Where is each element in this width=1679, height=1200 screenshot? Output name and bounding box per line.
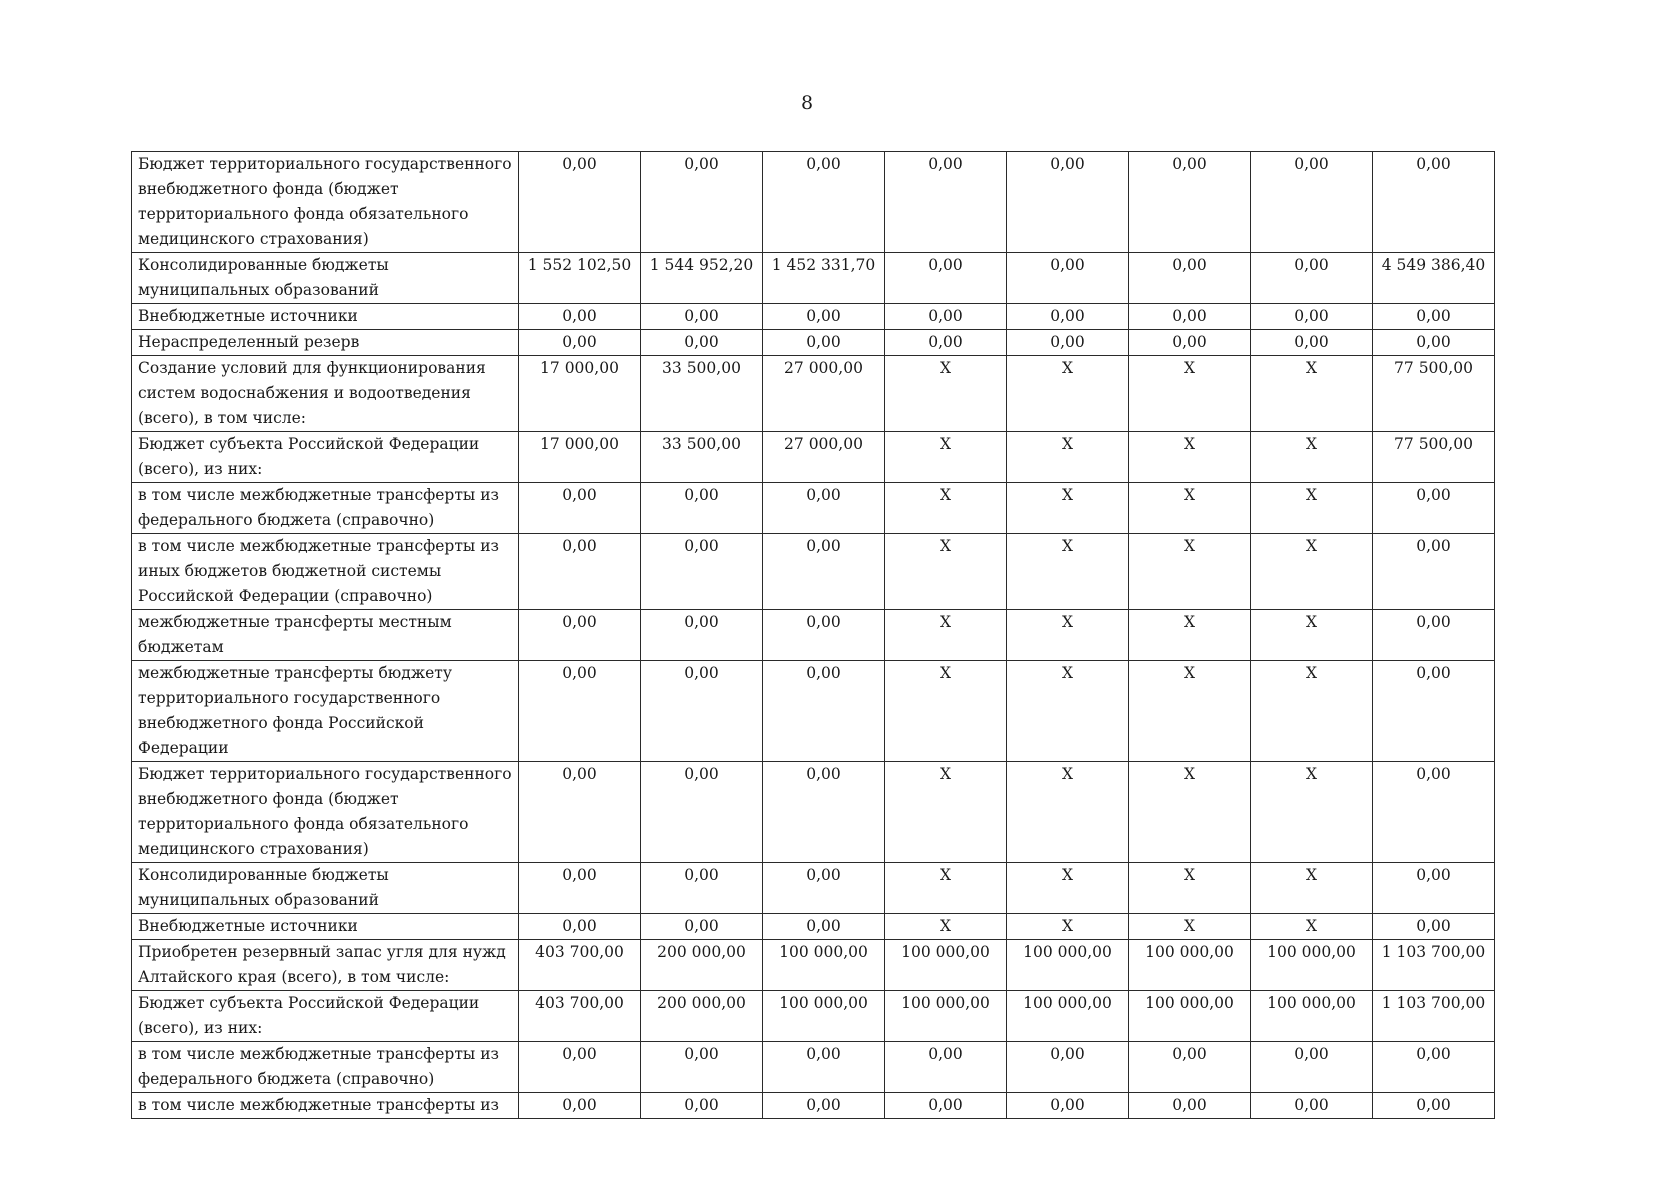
value-cell: 0,00 [763, 304, 885, 330]
value-cell: X [1129, 762, 1251, 863]
value-cell: 0,00 [885, 1093, 1007, 1119]
row-label: в том числе межбюджетные трансферты из федерального бюджета (справочно) [132, 1042, 519, 1093]
value-cell: 100 000,00 [1129, 991, 1251, 1042]
value-cell: 17 000,00 [519, 432, 641, 483]
value-cell: 0,00 [885, 152, 1007, 253]
value-cell: 0,00 [641, 534, 763, 610]
value-cell: 0,00 [1007, 330, 1129, 356]
table-row [132, 940, 1495, 991]
row-label: Внебюджетные источники [132, 914, 519, 940]
value-cell: 0,00 [763, 483, 885, 534]
table-row [132, 304, 1495, 330]
value-cell: 403 700,00 [519, 991, 641, 1042]
value-cell: 0,00 [641, 1093, 763, 1119]
value-cell: 0,00 [1373, 483, 1495, 534]
value-cell: 33 500,00 [641, 356, 763, 432]
value-cell: 4 549 386,40 [1373, 253, 1495, 304]
table-row [132, 610, 1495, 661]
value-cell: 0,00 [641, 152, 763, 253]
value-cell: X [1251, 483, 1373, 534]
value-cell: X [1007, 762, 1129, 863]
table-row [132, 1042, 1495, 1093]
value-cell: 0,00 [763, 1093, 885, 1119]
value-cell: 0,00 [1007, 253, 1129, 304]
value-cell: 0,00 [519, 304, 641, 330]
value-cell: 0,00 [641, 661, 763, 762]
table-body [132, 152, 1495, 1119]
value-cell: 0,00 [1251, 253, 1373, 304]
value-cell: 0,00 [1129, 304, 1251, 330]
value-cell: 0,00 [519, 661, 641, 762]
value-cell: X [1129, 483, 1251, 534]
value-cell: 0,00 [1129, 1093, 1251, 1119]
value-cell: 0,00 [519, 1042, 641, 1093]
value-cell: 0,00 [519, 914, 641, 940]
value-cell: X [885, 661, 1007, 762]
value-cell: 0,00 [1373, 863, 1495, 914]
value-cell: 0,00 [641, 610, 763, 661]
value-cell: 0,00 [641, 304, 763, 330]
value-cell: 17 000,00 [519, 356, 641, 432]
value-cell: 100 000,00 [1007, 940, 1129, 991]
value-cell: X [1129, 610, 1251, 661]
value-cell: 0,00 [519, 610, 641, 661]
row-label: Приобретен резервный запас угля для нужд Алтайского края (всего), в том числе: [132, 940, 519, 991]
row-label: в том числе межбюджетные трансферты из иных бюджетов бюджетной системы Российской Федерации (справочно) [132, 534, 519, 610]
value-cell: 33 500,00 [641, 432, 763, 483]
value-cell: X [1129, 914, 1251, 940]
value-cell: 0,00 [1007, 304, 1129, 330]
value-cell: 403 700,00 [519, 940, 641, 991]
value-cell: X [885, 863, 1007, 914]
value-cell: 0,00 [763, 863, 885, 914]
row-label: Бюджет территориального государственного внебюджетного фонда (бюджет территориального фонда обязательного медицинского страхования) [132, 762, 519, 863]
value-cell: 100 000,00 [1251, 940, 1373, 991]
table-row [132, 330, 1495, 356]
value-cell: 100 000,00 [763, 991, 885, 1042]
value-cell: 77 500,00 [1373, 356, 1495, 432]
value-cell: X [885, 914, 1007, 940]
value-cell: X [885, 483, 1007, 534]
value-cell: 0,00 [1373, 304, 1495, 330]
value-cell: 0,00 [885, 253, 1007, 304]
value-cell: 0,00 [1251, 1042, 1373, 1093]
value-cell: 27 000,00 [763, 432, 885, 483]
row-label: Создание условий для функционирования систем водоснабжения и водоотведения (всего), в том числе: [132, 356, 519, 432]
value-cell: X [1007, 661, 1129, 762]
row-label: Бюджет субъекта Российской Федерации (всего), из них: [132, 432, 519, 483]
value-cell: 1 103 700,00 [1373, 940, 1495, 991]
value-cell: 200 000,00 [641, 940, 763, 991]
value-cell: 0,00 [1129, 152, 1251, 253]
value-cell: 0,00 [763, 661, 885, 762]
value-cell: 0,00 [519, 863, 641, 914]
value-cell: X [1129, 356, 1251, 432]
value-cell: 1 552 102,50 [519, 253, 641, 304]
value-cell: 100 000,00 [885, 940, 1007, 991]
value-cell: X [1251, 661, 1373, 762]
value-cell: X [1007, 432, 1129, 483]
value-cell: 0,00 [1373, 330, 1495, 356]
value-cell: 0,00 [1373, 1042, 1495, 1093]
value-cell: 0,00 [1373, 661, 1495, 762]
value-cell: 100 000,00 [1251, 991, 1373, 1042]
value-cell: 0,00 [1129, 253, 1251, 304]
value-cell: 0,00 [763, 610, 885, 661]
value-cell: 100 000,00 [885, 991, 1007, 1042]
value-cell: 0,00 [641, 1042, 763, 1093]
value-cell: 0,00 [763, 1042, 885, 1093]
value-cell: X [1251, 356, 1373, 432]
value-cell: 0,00 [1251, 1093, 1373, 1119]
table-row [132, 483, 1495, 534]
value-cell: X [1129, 534, 1251, 610]
value-cell: 27 000,00 [763, 356, 885, 432]
value-cell: 0,00 [1373, 534, 1495, 610]
value-cell: 0,00 [763, 534, 885, 610]
value-cell: X [1007, 356, 1129, 432]
value-cell: X [885, 356, 1007, 432]
value-cell: 0,00 [1007, 1042, 1129, 1093]
table-row [132, 1093, 1495, 1119]
value-cell: X [1251, 610, 1373, 661]
value-cell: 0,00 [1129, 330, 1251, 356]
value-cell: 0,00 [641, 914, 763, 940]
value-cell: X [1007, 914, 1129, 940]
table-row [132, 863, 1495, 914]
value-cell: 0,00 [641, 330, 763, 356]
value-cell: 0,00 [641, 863, 763, 914]
value-cell: X [1129, 863, 1251, 914]
value-cell: 0,00 [1373, 914, 1495, 940]
row-label: Бюджет территориального государственного внебюджетного фонда (бюджет территориального фонда обязательного медицинского страхования) [132, 152, 519, 253]
row-label: межбюджетные трансферты бюджету территориального государственного внебюджетного фонда Российской Федерации [132, 661, 519, 762]
value-cell: 0,00 [641, 762, 763, 863]
value-cell: X [885, 762, 1007, 863]
table-row [132, 991, 1495, 1042]
value-cell: 100 000,00 [1129, 940, 1251, 991]
value-cell: X [1129, 432, 1251, 483]
value-cell: 0,00 [641, 483, 763, 534]
value-cell: 0,00 [1251, 152, 1373, 253]
row-label: Консолидированные бюджеты муниципальных образований [132, 253, 519, 304]
value-cell: 0,00 [519, 762, 641, 863]
value-cell: 0,00 [1129, 1042, 1251, 1093]
value-cell: 0,00 [519, 483, 641, 534]
row-label: Нераспределенный резерв [132, 330, 519, 356]
value-cell: 0,00 [519, 1093, 641, 1119]
value-cell: 1 103 700,00 [1373, 991, 1495, 1042]
value-cell: 0,00 [763, 330, 885, 356]
table-row [132, 253, 1495, 304]
row-label: Внебюджетные источники [132, 304, 519, 330]
table-row [132, 914, 1495, 940]
table-row [132, 356, 1495, 432]
value-cell: 0,00 [885, 1042, 1007, 1093]
value-cell: 1 544 952,20 [641, 253, 763, 304]
value-cell: 200 000,00 [641, 991, 763, 1042]
value-cell: X [885, 432, 1007, 483]
value-cell: 100 000,00 [763, 940, 885, 991]
table-row [132, 534, 1495, 610]
value-cell: 0,00 [1373, 152, 1495, 253]
value-cell: X [1129, 661, 1251, 762]
page-number: 8 [800, 92, 814, 114]
value-cell: 0,00 [885, 304, 1007, 330]
value-cell: 0,00 [763, 762, 885, 863]
value-cell: 0,00 [1251, 304, 1373, 330]
value-cell: X [1007, 483, 1129, 534]
value-cell: X [1251, 863, 1373, 914]
value-cell: X [885, 610, 1007, 661]
value-cell: X [1251, 534, 1373, 610]
table-row [132, 661, 1495, 762]
table-row [132, 432, 1495, 483]
value-cell: 0,00 [1373, 762, 1495, 863]
row-label: межбюджетные трансферты местным бюджетам [132, 610, 519, 661]
value-cell: X [1251, 762, 1373, 863]
value-cell: 1 452 331,70 [763, 253, 885, 304]
value-cell: 0,00 [519, 330, 641, 356]
row-label: Бюджет субъекта Российской Федерации (всего), из них: [132, 991, 519, 1042]
value-cell: 0,00 [519, 152, 641, 253]
value-cell: X [1007, 534, 1129, 610]
value-cell: 0,00 [1007, 152, 1129, 253]
table-row [132, 762, 1495, 863]
value-cell: 0,00 [1373, 1093, 1495, 1119]
value-cell: 100 000,00 [1007, 991, 1129, 1042]
value-cell: 0,00 [519, 534, 641, 610]
value-cell: 77 500,00 [1373, 432, 1495, 483]
value-cell: 0,00 [885, 330, 1007, 356]
value-cell: X [1251, 914, 1373, 940]
table-row [132, 152, 1495, 253]
value-cell: 0,00 [1007, 1093, 1129, 1119]
row-label: в том числе межбюджетные трансферты из федерального бюджета (справочно) [132, 483, 519, 534]
budget-table [131, 151, 1495, 1119]
value-cell: X [1251, 432, 1373, 483]
row-label: Консолидированные бюджеты муниципальных образований [132, 863, 519, 914]
row-label: в том числе межбюджетные трансферты из [132, 1093, 519, 1119]
value-cell: X [885, 534, 1007, 610]
value-cell: X [1007, 610, 1129, 661]
value-cell: 0,00 [1251, 330, 1373, 356]
value-cell: X [1007, 863, 1129, 914]
value-cell: 0,00 [763, 914, 885, 940]
value-cell: 0,00 [1373, 610, 1495, 661]
value-cell: 0,00 [763, 152, 885, 253]
